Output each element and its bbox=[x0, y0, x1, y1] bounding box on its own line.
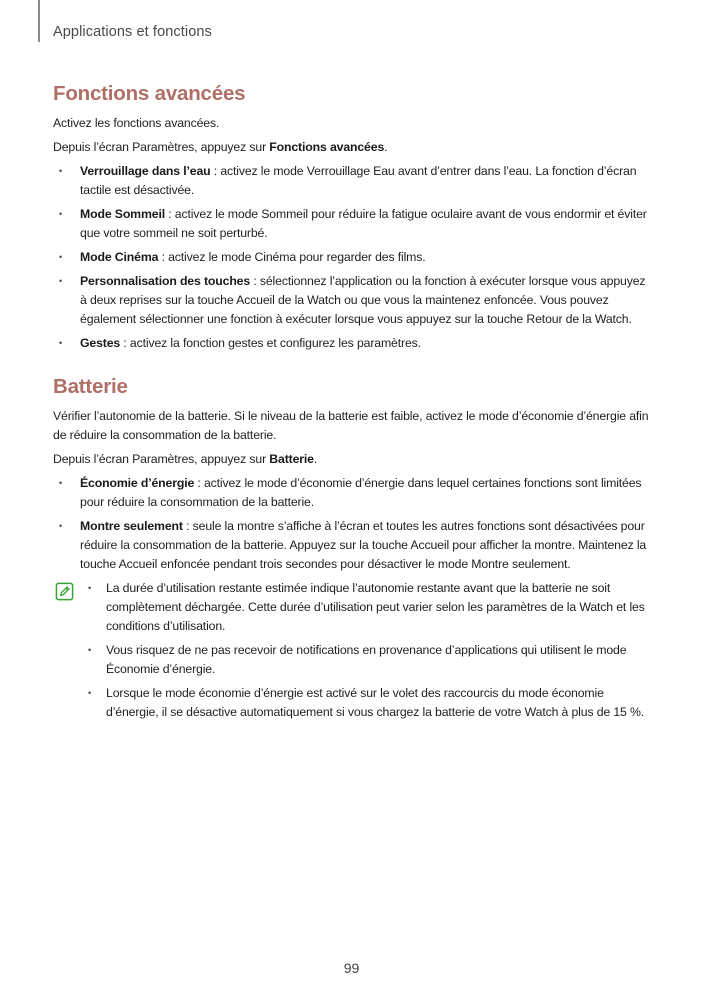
note-item: • Vous risquez de ne pas recevoir de notifications en provenance d’applications qui utilisent le mode Économie d’énergie. bbox=[53, 641, 653, 679]
battery-options-list bbox=[53, 474, 653, 574]
list-item bbox=[53, 162, 653, 200]
option-description: : seule la montre s’affiche à l’écran et toutes les autres fonctions sont désactivées pour réduire la consommation de la batterie. Appuyez sur la touche Accueil pour afficher la montre. Maintenez la touche Accueil enfoncée pendant trois secondes pour désactiver le mode Montre seulement. bbox=[80, 519, 647, 571]
list-item bbox=[53, 334, 653, 353]
advanced-settings-path bbox=[53, 138, 653, 157]
list-item bbox=[53, 517, 653, 574]
battery-intro: Vérifier l’autonomie de la batterie. Si le niveau de la batterie est faible, activez le mode d’économie d’énergie afin de réduire la consommation de la batterie. bbox=[53, 409, 649, 442]
path-text: Depuis l’écran Paramètres, appuyez sur bbox=[53, 140, 270, 154]
option-description: : sélectionnez l’application ou la fonction à exécuter lorsque vous appuyez à deux reprises sur la touche Accueil de la Watch ou que vous la maintenez enfoncée. Vous pouvez également sélectionner une fonction à exécuter lorsque vous appuyez sur la touche Retour de la Watch. bbox=[80, 274, 646, 326]
section-title-advanced-functions: Fonctions avancées bbox=[53, 82, 246, 105]
option-description: : activez le mode d’économie d’énergie dans lequel certaines fonctions sont limitées pour réduire la consommation de la batterie. bbox=[80, 476, 642, 509]
option-description: : activez la fonction gestes et configurez les paramètres. bbox=[120, 336, 421, 350]
path-target: Batterie bbox=[269, 452, 314, 466]
list-item bbox=[53, 272, 653, 329]
option-description: : activez le mode Verrouillage Eau avant d’entrer dans l’eau. La fonction d’écran tactile est désactivée. bbox=[80, 164, 637, 197]
option-description: : activez le mode Sommeil pour réduire la fatigue oculaire avant de vous endormir et éviter que votre sommeil ne soit perturbé. bbox=[80, 207, 647, 240]
path-text: Depuis l’écran Paramètres, appuyez sur bbox=[53, 452, 270, 466]
margin-rule bbox=[38, 0, 40, 42]
path-end: . bbox=[384, 140, 388, 154]
note-item: • La durée d’utilisation restante estimée indique l’autonomie restante avant que la batterie ne soit complètement déchargée. Cette durée d’utilisation peut varier selon les paramètres de la Watch et les conditions d’utilisation. bbox=[53, 579, 653, 636]
path-end: . bbox=[313, 452, 318, 466]
option-term: Personnalisation des touches bbox=[80, 274, 251, 288]
list-item bbox=[53, 248, 653, 267]
note-list bbox=[53, 579, 653, 722]
option-term: Mode Sommeil bbox=[80, 207, 165, 221]
list-item bbox=[53, 474, 653, 512]
option-term: Montre seulement bbox=[80, 519, 183, 533]
option-term: Mode Cinéma bbox=[80, 250, 159, 264]
path-target: Fonctions avancées bbox=[269, 140, 385, 154]
option-term: Verrouillage dans l’eau bbox=[80, 164, 211, 178]
page-number: 99 bbox=[343, 960, 360, 976]
option-term: Gestes bbox=[80, 336, 121, 350]
chapter-title: Applications et fonctions bbox=[53, 24, 212, 40]
page-content bbox=[53, 80, 653, 727]
note-box bbox=[53, 579, 653, 722]
option-term: Économie d’énergie bbox=[80, 476, 195, 490]
note-item: • Lorsque le mode économie d’énergie est activé sur le volet des raccourcis du mode économie d’énergie, il se désactive automatiquement si vous chargez la batterie de votre Watch à plus de 15 %. bbox=[53, 684, 653, 722]
section-title-battery: Batterie bbox=[53, 375, 128, 398]
option-description: : activez le mode Cinéma pour regarder des films. bbox=[158, 250, 426, 264]
advanced-intro: Activez les fonctions avancées. bbox=[53, 116, 220, 130]
list-item bbox=[53, 205, 653, 243]
advanced-options-list bbox=[53, 162, 653, 353]
battery-settings-path bbox=[53, 450, 653, 469]
